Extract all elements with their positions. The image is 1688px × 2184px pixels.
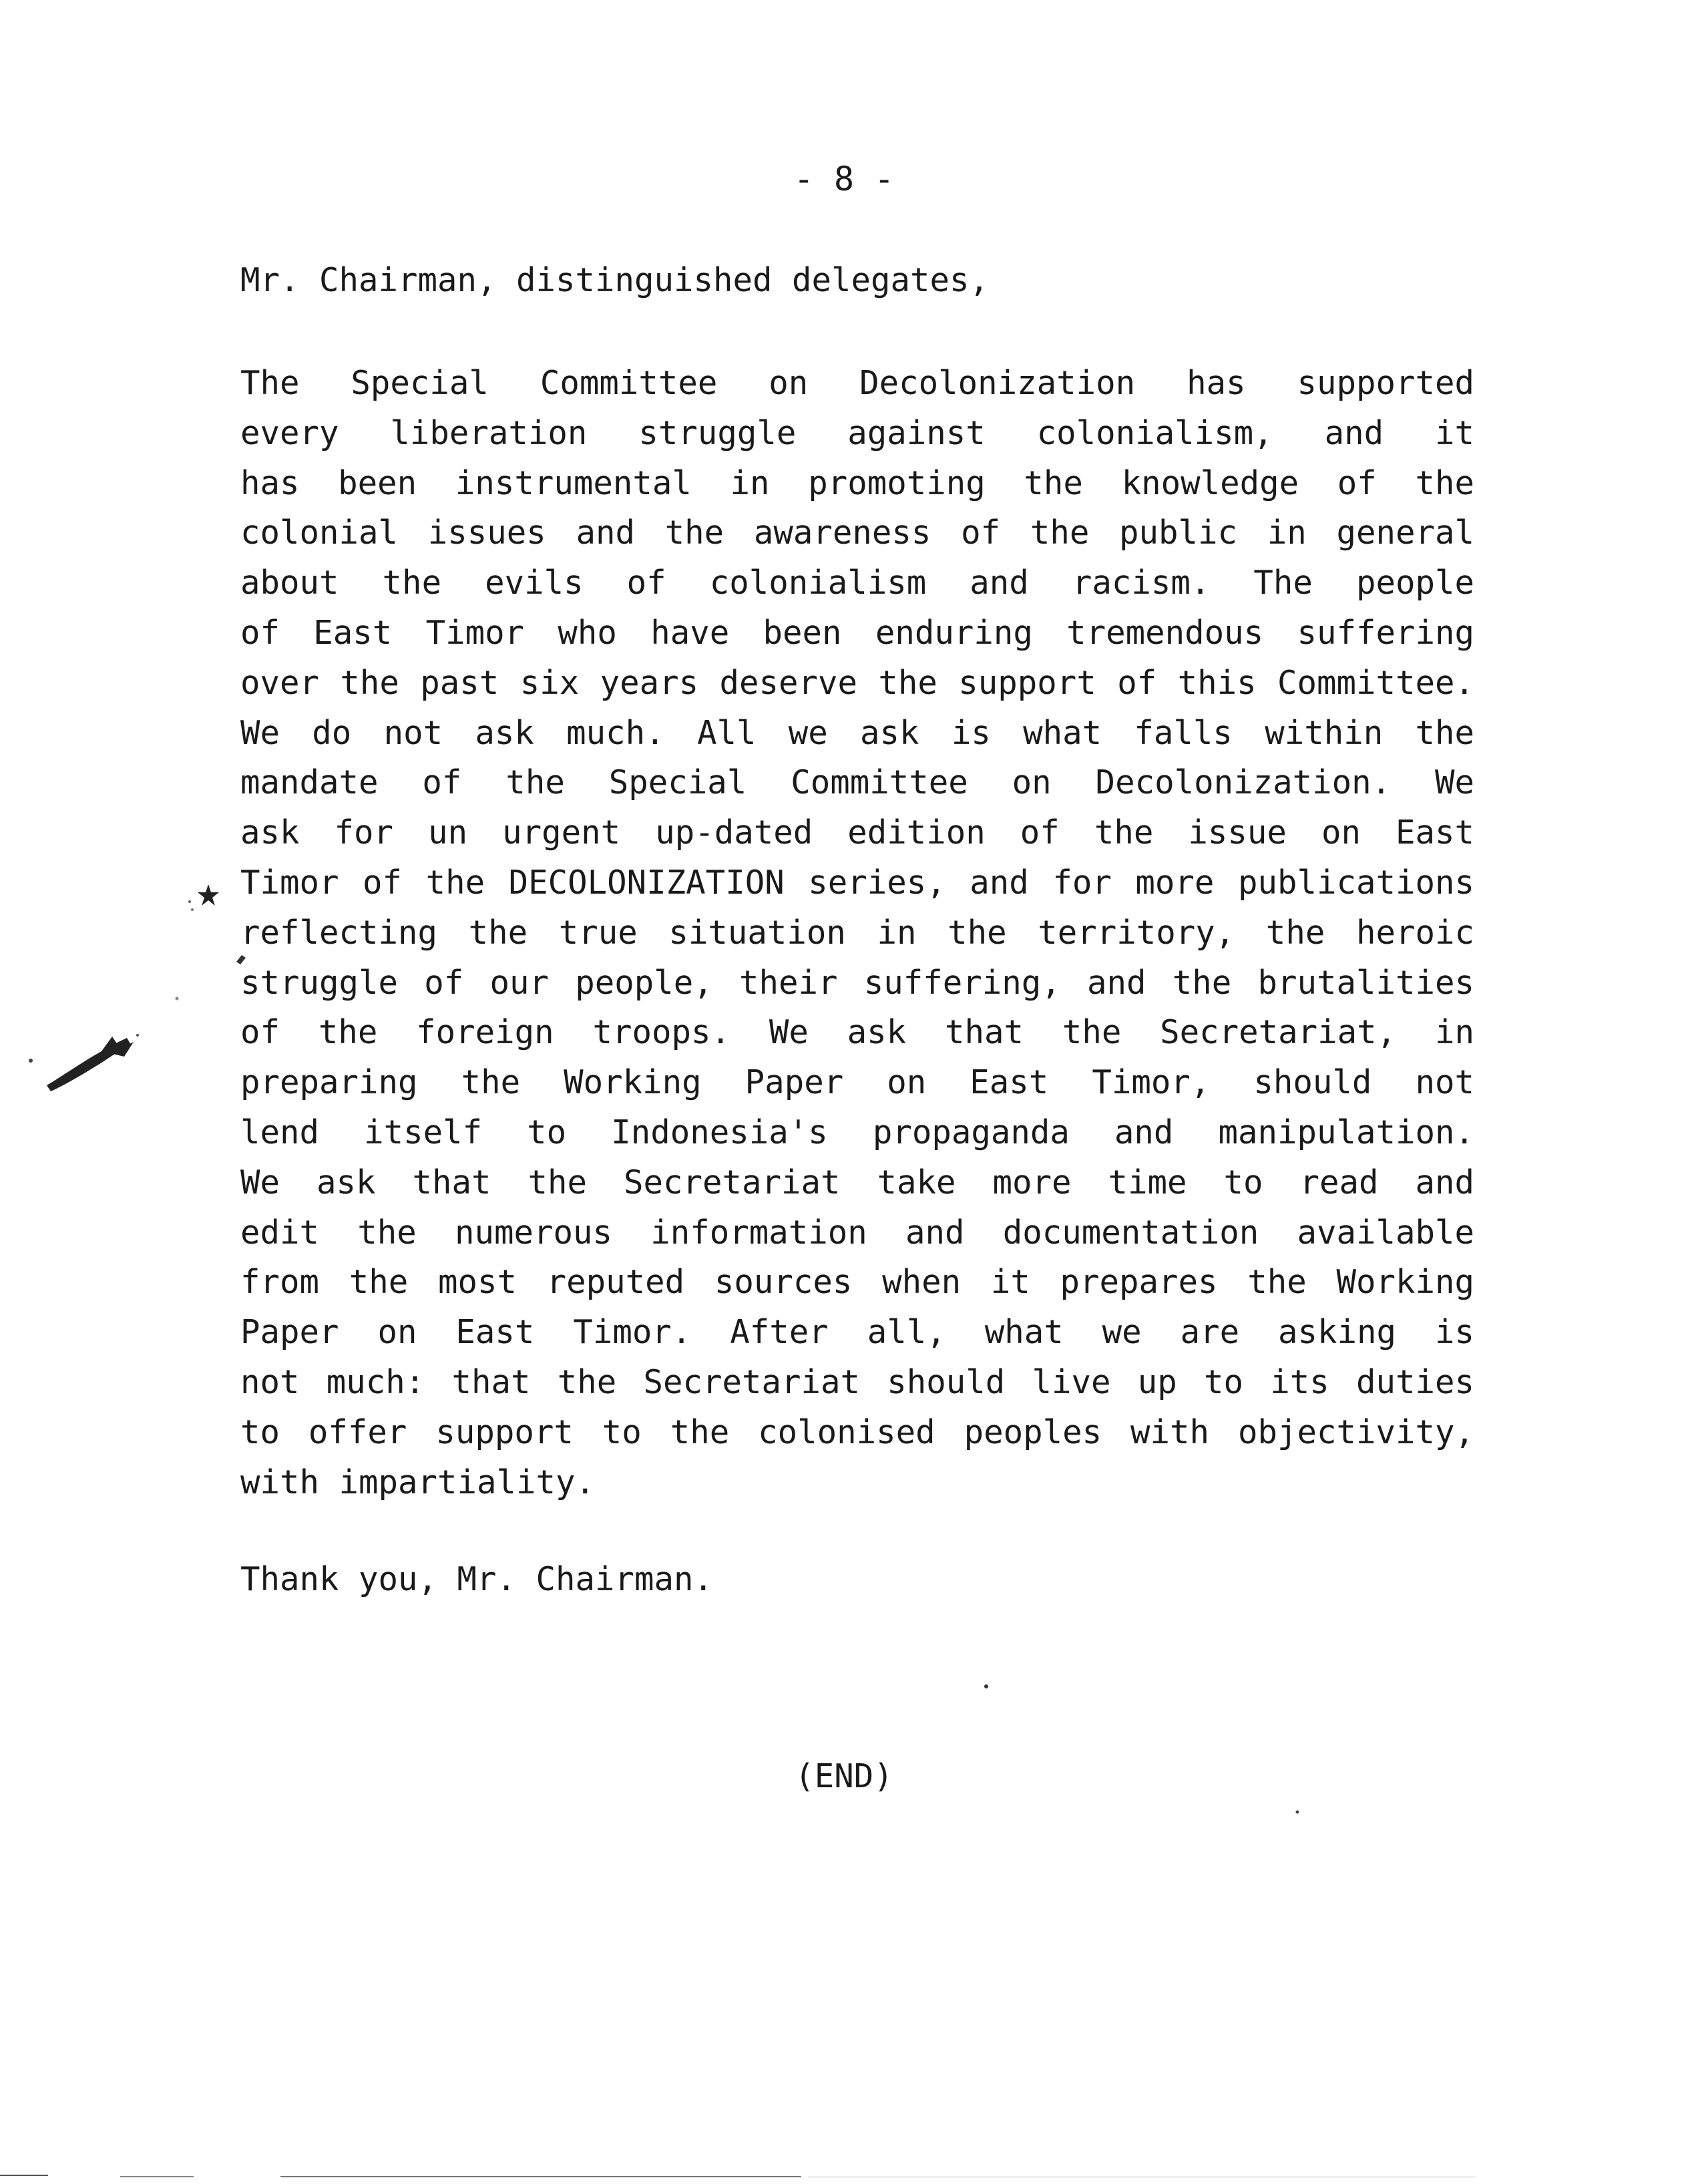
page-number: - 8 - [793, 160, 895, 198]
body-line: The Special Committee on Decolonization has supported [240, 364, 1474, 402]
body-line: with impartiality. [240, 1463, 596, 1501]
body-line: Timor of the DECOLONIZATION series, and for more publications [240, 863, 1474, 902]
body-line: Paper on East Timor. After all, what we are asking is [240, 1313, 1474, 1352]
body-line: about the evils of colonialism and racism. The people [240, 564, 1474, 602]
body-line: We do not ask much. All we ask is what falls within the [240, 713, 1474, 752]
body-line: colonial issues and the awareness of the public in general [240, 514, 1474, 552]
body-line: lend itself to Indonesia's propaganda and manipulation. [240, 1113, 1474, 1151]
body-line: over the past six years deserve the support of this Committee. [240, 663, 1474, 702]
body-line: not much: that the Secretariat should live up to its duties [240, 1362, 1474, 1401]
body-line: to offer support to the colonised peoples with objectivity, [240, 1413, 1474, 1451]
ink-dot [983, 1683, 990, 1690]
body-line: reflecting the true situation in the territory, the heroic [240, 913, 1474, 952]
ink-blot-left-margin [27, 1022, 140, 1095]
body-line: of East Timor who have been enduring tremendous suffering [240, 613, 1474, 652]
end-mark: (END) [795, 1757, 893, 1795]
ink-speck-star [184, 880, 224, 915]
scan-edge-line [280, 2176, 801, 2177]
body-line: has been instrumental in promoting the knowledge of the [240, 464, 1474, 502]
salutation: Mr. Chairman, distinguished delegates, [240, 261, 990, 299]
body-paragraph [240, 359, 1474, 1507]
body-line: mandate of the Special Committee on Decolonization. We [240, 763, 1474, 802]
body-line: of the foreign troops. We ask that the Secretariat, in [240, 1013, 1474, 1052]
ink-dot [1294, 1809, 1301, 1815]
ink-speck-tiny [172, 994, 182, 1003]
body-line: We ask that the Secretariat take more time to read and [240, 1163, 1474, 1202]
body-line: ask for un urgent up-dated edition of the issue on East [240, 813, 1474, 852]
body-line: struggle of our people, their suffering, and the brutalities [240, 963, 1474, 1002]
scan-edge-line [120, 2176, 194, 2177]
body-line: preparing the Working Paper on East Timor, should not [240, 1063, 1474, 1102]
body-line: every liberation struggle against colonialism, and it [240, 413, 1474, 452]
scan-edge-line [0, 2175, 48, 2176]
body-line: from the most reputed sources when it prepares the Working [240, 1263, 1474, 1302]
body-line: edit the numerous information and documentation available [240, 1213, 1474, 1252]
ink-speck-small [231, 948, 251, 968]
closing-line: Thank you, Mr. Chairman. [240, 1560, 714, 1598]
